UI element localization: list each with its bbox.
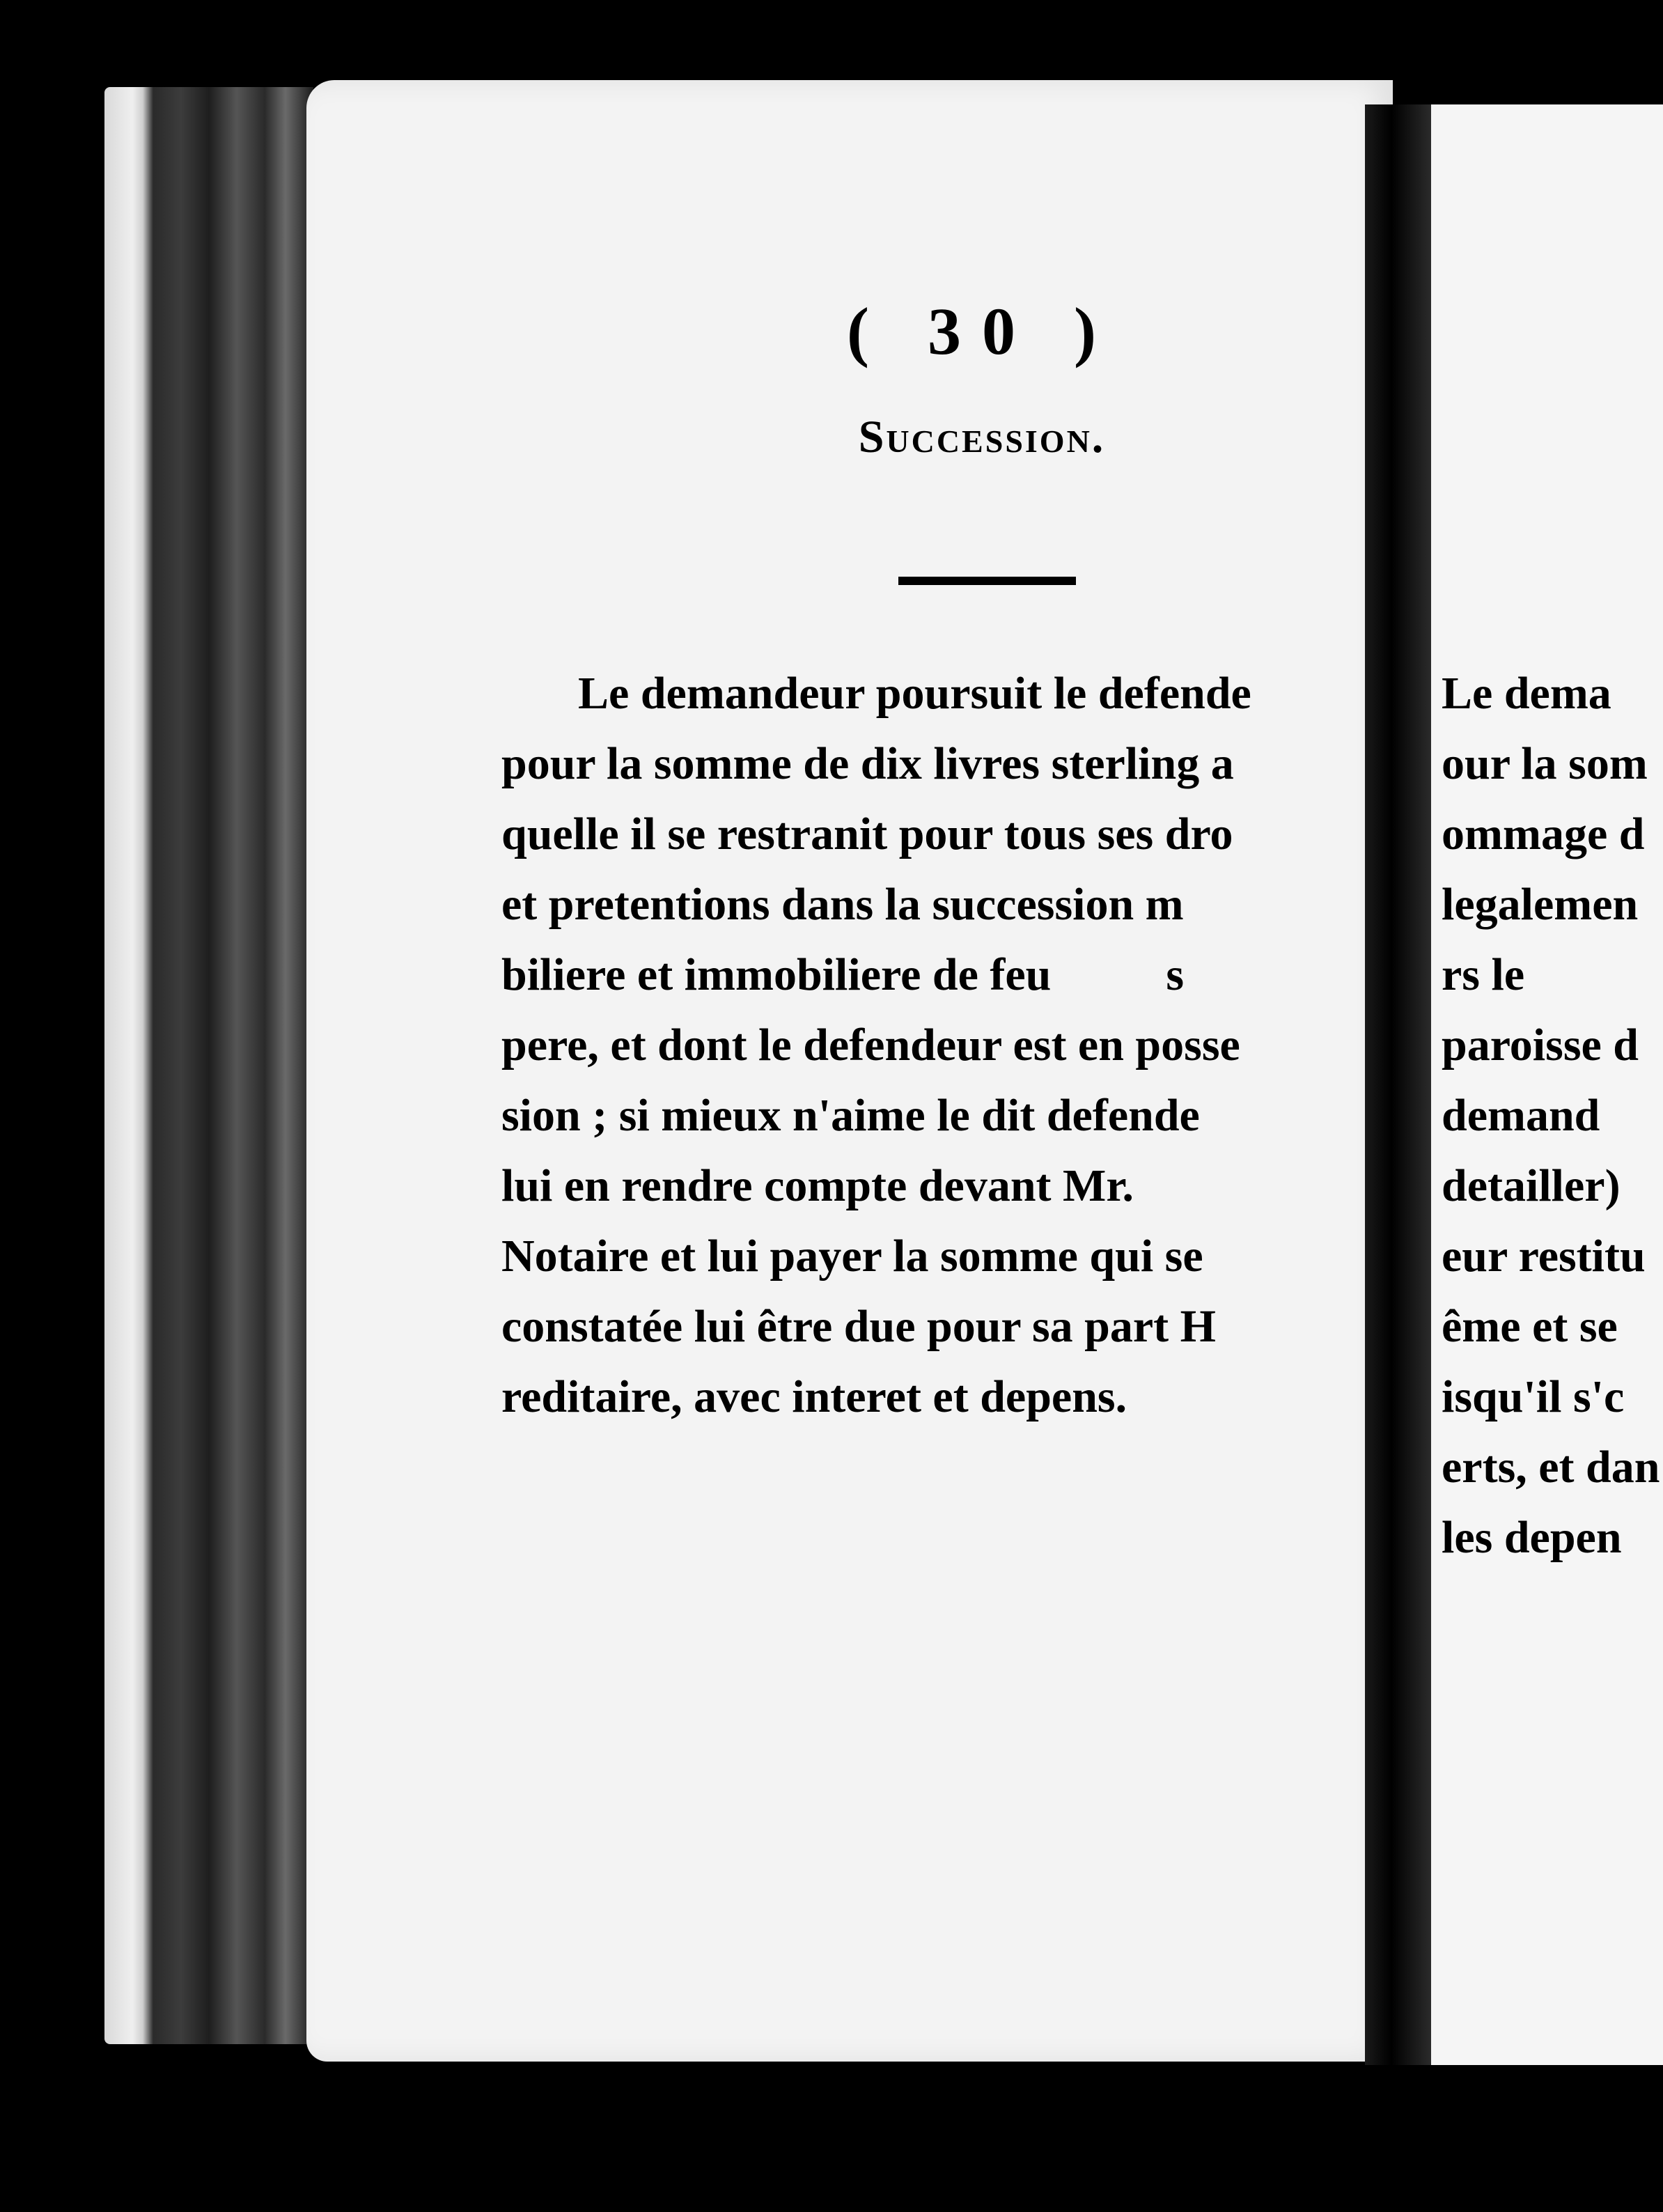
body-line: pour la somme de dix livres sterling a [501, 738, 1234, 789]
body-line: our la som [1442, 738, 1648, 789]
book-spine-edge [104, 87, 313, 2044]
body-line: ommage d [1442, 809, 1645, 859]
body-line: detailler) [1442, 1160, 1621, 1211]
right-body-text [1442, 658, 1663, 1573]
body-line: Notaire et lui payer la somme qui se [501, 1231, 1203, 1282]
body-line: demand [1442, 1090, 1600, 1141]
body-line: eur restitu [1442, 1231, 1646, 1282]
body-line: sion ; si mieux n'aime le dit defende [501, 1090, 1200, 1141]
body-line: paroisse d [1442, 1020, 1639, 1070]
body-line: erts, et dan [1442, 1442, 1660, 1493]
body-line: legalemen [1442, 879, 1639, 930]
body-line: isqu'il s'c [1442, 1371, 1625, 1422]
heading-rule [898, 577, 1076, 585]
body-line: quelle il se restranit pour tous ses dro [501, 809, 1233, 859]
body-line: ême et se [1442, 1301, 1618, 1352]
body-line: les depen [1442, 1512, 1622, 1563]
body-line: Le demandeur poursuit le defende [578, 668, 1251, 719]
body-line: constatée lui être due pour sa part H [501, 1301, 1216, 1352]
body-line: lui en rendre compte devant Mr. [501, 1160, 1134, 1211]
body-line: Le dema [1442, 668, 1611, 719]
left-body-text [501, 658, 1365, 1432]
body-line: et pretentions dans la succession m [501, 879, 1184, 930]
body-line: pere, et dont le defendeur est en posse [501, 1020, 1240, 1070]
page-heading: Succession. [858, 412, 1106, 462]
page-number: ( 30 ) [847, 294, 1117, 368]
body-line: reditaire, avec interet et depens. [501, 1371, 1127, 1422]
body-line: biliere et immobiliere de feu s [501, 949, 1185, 1000]
page-gutter [1365, 104, 1431, 2065]
body-line: rs le [1442, 949, 1525, 1000]
